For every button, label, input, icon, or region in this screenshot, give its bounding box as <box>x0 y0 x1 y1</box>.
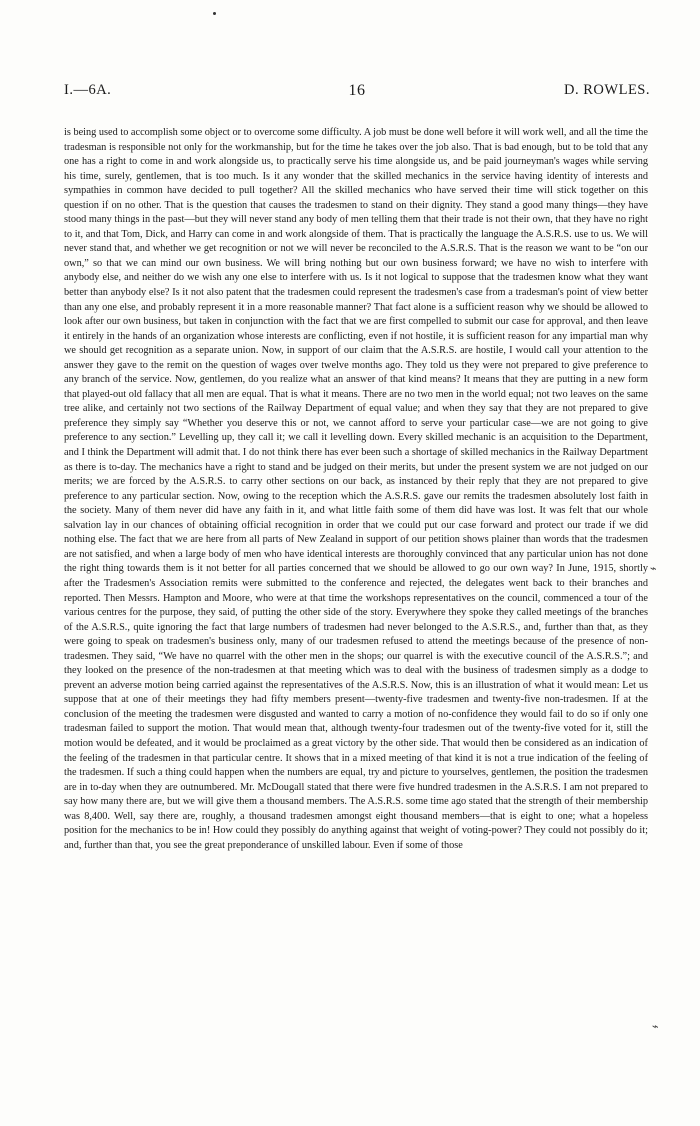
page-number: 16 <box>348 82 366 99</box>
page-header <box>64 82 650 102</box>
header-speaker-name: D. ROWLES. <box>564 82 650 98</box>
scan-speck <box>213 12 216 15</box>
margin-mark: ⌁ <box>652 1020 659 1033</box>
margin-mark: ⌁ <box>650 562 657 575</box>
body-paragraph: is being used to accomplish some object or to overcome some difficulty. A job must be done well before it will work well, and all the time the tradesman is responsible not only for the workmanship, but for the time he takes over the job also. That is bad enough, but to be told that any one has a right to come in and work alongside us, to practically serve his time alongside us, and be paid journeyman's wages while serving his time, surely, gentlemen, that is too much. Is it any wonder that the skilled mechanics in the service having identity of interests and sympathies in common have decided to pull together? All the skilled mechanics who have served their time will stick together on this question if on no other. That is the question that causes the tradesmen to stand on their dignity. They stand a good many things—they have stood many things in the past—but they will never stand any body of men telling them that their trade is not their own, that they have no right to it, and that Tom, Dick, and Harry can come in and work alongside of them. That is practically the language the A.S.R.S. use to us. We will never stand that, and whether we get recognition or not we will never be reconciled to the A.S.R.S. That is the reason we want to be “on our own,” so that we can mind our own business. We will bring nothing but our own business forward; we have no wish to interfere with anybody else, and neither do we wish any one else to interfere with us. Is it not logical to suppose that the tradesmen know what they want better than anybody else? Is it not also patent that the tradesmen could represent the tradesmen's case from a tradesman's point of view better than any one else, and probably represent it in a more reasonable manner? That fact alone is a sufficient reason why we should be allowed to look after our own business, but taken in conjunction with the fact that we are first compelled to submit our case for approval, and then leave it entirely in the hands of an organization whose interests are conflicting, even if not hostile, it is sufficient reason for any impartial man why we should get recognition as a separate union. Now, in support of our claim that the A.S.R.S. are hostile, I would call your attention to the answer they gave to the remit on the question of wages over twelve months ago. They told us they were not prepared to give preference to any branch of the service. Now, gentlemen, do you realize what an answer of that kind means? It means that they are putting in a new form that played-out old fallacy that all men are equal. That is what it means. There are no two men in the world equal; not two leaves on the same tree alike, and certainly not two sections of the Railway Department of equal value; and when they say that they are not prepared to give preference they simply say “Whether you deserve this or not, we cannot afford to serve your particular case—we are not going to give preference to any section.” Levelling up, they call it; we call it levelling down. Every skilled mechanic is an acquisition to the Department, and I think the Department will admit that. I do not think there has ever been such a shortage of skilled mechanics in the Railway Department as there is to-day. The mechanics have a right to stand and be judged on their merits, but under the present system we are not judged on our merits; we are forced by the A.S.R.S. to carry other sections on our back, as instanced by their reply that they are not prepared to give preference to any particular section. Now, owing to the reception which the A.S.R.S. gave our remits the tradesmen absolutely lost faith in the society. Many of them never did have any faith in it, and what little faith some of them did have was lost. It was felt that our whole salvation lay in our chances of obtaining official recognition in order that we could put our case forward and protect our trade if we did nothing else. The fact that we are here from all parts of New Zealand in support of our petition shows plainer than words that the tradesmen are not satisfied, and when a large body of men who have identical interests are thoroughly convinced that any particular union has not done the right thing towards them is it not better for all parties concerned that we should be allowed to go our own way? In June, 1915, shortly after the Tradesmen's Association remits were submitted to the conference and rejected, the delegates went back to their branches and reported. Then Messrs. Hampton and Moore, who were at that time the workshops representatives on the council, commenced a tour of the various centres for the purpose, they said, of putting the other side of the story. Everywhere they spoke they called meetings of the branches of the A.S.R.S., quite ignoring the fact that large numbers of tradesmen had never belonged to the A.S.R.S., and, further than that, as they were going to speak on tradesmen's business only, many of our tradesmen refused to attend the meetings because of the presence of non-tradesmen. They said, “We have no quarrel with the other men in the shops; our quarrel is with the executive council of the A.S.R.S.”; and they looked on the presence of the non-tradesmen at that meeting which was to deal with the business of tradesmen simply as a dodge to prevent an adverse motion being carried against the representatives of the A.S.R.S. Now, this is an illustration of what it would mean: Let us suppose that at one of their meetings they had fifty members present—twenty-five tradesmen and twenty-five non-tradesmen. If at the conclusion of the meeting the tradesmen were disgusted and wanted to carry a motion of no-confidence they would fail to do so if only one tradesman failed to support the motion. That would mean that, although twenty-four tradesmen out of the twenty-five voted for it, still the motion would be defeated, and it would be proclaimed as a great victory by the other side. That would then be considered as an indication of the feeling of the tradesmen in that particular centre. It shows that in a mixed meeting of that kind it is not a true indication of the feeling of the tradesmen. If such a thing could happen when the numbers are equal, try and picture to yourselves, gentlemen, the position the tradesmen are in to-day when they are outnumbered. Mr. McDougall stated that there were five hundred tradesmen in the A.S.R.S. I am not prepared to say how many there are, but we will give them a thousand members. The A.S.R.S. some time ago stated that the strength of their membership was 8,400. Well, say there are, roughly, a thousand tradesmen amongst eight thousand members—that is eight to one; what a hopeless position for the mechanics to be in! How could they possibly do anything against that weight of voting-power? They could not possibly do it; and, further than that, you see the great preponderance of unskilled labour. Even if some of those <box>64 127 648 851</box>
header-document-reference: I.—6A. <box>64 82 112 98</box>
